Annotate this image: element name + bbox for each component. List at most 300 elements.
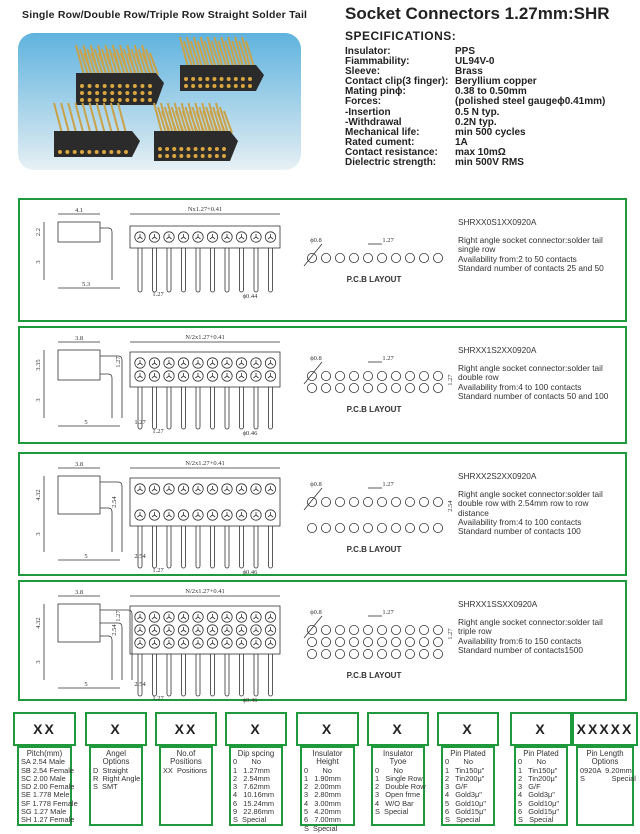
contact-clip xyxy=(210,512,215,517)
ordering-option-box xyxy=(159,746,213,826)
contact-clip xyxy=(152,512,157,517)
spec-value: UL94V-0 xyxy=(455,56,495,68)
contact-hole xyxy=(80,150,84,154)
side-view-body xyxy=(58,222,100,242)
solder-pin xyxy=(211,654,215,696)
contact-clip xyxy=(181,640,186,645)
pcb-hole xyxy=(321,625,330,634)
pcb-hole xyxy=(307,649,316,658)
solder-pin xyxy=(269,248,273,292)
contact-hole xyxy=(227,77,231,81)
spec-label: Contact resistance: xyxy=(345,146,438,158)
pcb-hole xyxy=(321,523,330,532)
contact-clip xyxy=(152,360,157,365)
dimension-width: 4.1 xyxy=(74,207,84,214)
contact-clip xyxy=(152,614,157,619)
gold-pin xyxy=(111,103,119,133)
pcb-hole xyxy=(433,497,442,506)
contact-hole xyxy=(102,150,106,154)
solder-pin xyxy=(240,387,244,429)
pcb-hole xyxy=(377,649,386,658)
dimension-hole: ϕ0.8 xyxy=(310,237,322,244)
dimension-row-pitch: 2.54 xyxy=(111,496,118,508)
description-line: Right angle socket connector:solder tail xyxy=(458,363,603,374)
pcb-hole xyxy=(419,497,428,506)
option-item: 0 No xyxy=(375,765,403,775)
spec-value: 1A xyxy=(455,136,468,148)
pcb-hole xyxy=(321,497,330,506)
contact-clip xyxy=(137,640,142,645)
option-item: SG 1.27 Male xyxy=(21,807,67,817)
dimension-total-length: Nx1.27+0.41 xyxy=(187,206,223,213)
contact-clip xyxy=(166,614,171,619)
dimension-height-body: 2.2 xyxy=(35,227,42,237)
contact-hole xyxy=(198,84,202,88)
pcb-hole xyxy=(307,253,316,262)
option-title: Pin Plated xyxy=(450,749,486,758)
pcb-hole xyxy=(433,523,442,532)
pcb-hole xyxy=(349,523,358,532)
contact-hole xyxy=(248,77,252,81)
option-item: 0920A 9.20mm xyxy=(580,765,632,775)
contact-clip xyxy=(224,627,229,632)
contact-hole xyxy=(125,84,129,88)
dimension-pcb-pitch: 1.27 xyxy=(382,609,394,616)
solder-pin xyxy=(138,654,142,696)
pcb-hole xyxy=(391,371,400,380)
pcb-hole xyxy=(363,523,372,532)
contact-hole xyxy=(140,91,144,95)
pcb-hole xyxy=(363,383,372,392)
connector-section xyxy=(18,198,627,322)
option-item: XX Positions xyxy=(163,765,207,775)
pcb-layout-label: P.C.B LAYOUT xyxy=(346,275,402,284)
pcb-hole xyxy=(405,497,414,506)
front-view-body xyxy=(130,606,280,654)
pcb-hole xyxy=(419,383,428,392)
solder-pin xyxy=(196,248,200,292)
pcb-hole xyxy=(405,371,414,380)
dimension-total-length: N/2x1.27+0.41 xyxy=(185,334,225,341)
pcb-hole xyxy=(307,497,316,506)
contact-clip xyxy=(137,627,142,632)
description-line: Standard number of contacts 50 and 100 xyxy=(458,390,609,401)
pcb-hole xyxy=(405,383,414,392)
dimension-foot: 5 xyxy=(84,681,88,688)
contact-hole xyxy=(133,98,137,102)
contact-hole xyxy=(234,77,238,81)
contact-clip xyxy=(224,234,229,239)
spec-label: -Insertion xyxy=(345,106,391,118)
contact-clip xyxy=(268,614,273,619)
description-line: Right angle socket connector:solder tail xyxy=(458,617,603,628)
pcb-hole xyxy=(363,497,372,506)
contact-clip xyxy=(253,373,258,378)
contact-hole xyxy=(124,150,128,154)
contact-clip xyxy=(268,640,273,645)
dimension-width: 3.8 xyxy=(74,589,84,596)
solder-pin xyxy=(167,387,171,429)
contact-hole xyxy=(222,154,226,158)
contact-hole xyxy=(103,84,107,88)
specifications-list xyxy=(345,47,605,168)
pcb-hole xyxy=(377,383,386,392)
option-title: Angel Options xyxy=(102,749,130,767)
description-line: Availability from:4 to 100 contacts xyxy=(458,516,582,527)
contact-hole xyxy=(212,84,216,88)
contact-clip xyxy=(137,486,142,491)
option-item: 5 Gold10μ" xyxy=(518,798,559,808)
pcb-hole xyxy=(349,649,358,658)
side-view-body xyxy=(58,476,100,514)
spec-label: -Withdrawal xyxy=(345,116,402,128)
contact-clip xyxy=(239,614,244,619)
contact-hole xyxy=(103,91,107,95)
gold-pin xyxy=(90,103,98,133)
side-view-pin xyxy=(100,374,112,418)
solder-pin xyxy=(269,526,273,568)
solder-pin xyxy=(211,526,215,568)
solder-pin xyxy=(167,248,171,292)
contact-hole xyxy=(194,154,198,158)
contact-hole xyxy=(95,98,99,102)
description-line: double row xyxy=(458,372,499,383)
dimension-pcb-row: 1.27 xyxy=(447,374,454,386)
solder-pin xyxy=(153,526,157,568)
solder-pin xyxy=(182,387,186,429)
ordering-code-box: X xyxy=(510,712,572,746)
page-title: Socket Connectors 1.27mm:SHR xyxy=(345,4,610,23)
ordering-code-box: XX xyxy=(13,712,76,746)
spec-label: Mating pinϕ: xyxy=(345,86,406,98)
contact-clip xyxy=(253,640,258,645)
spec-value: min 500 cycles xyxy=(455,126,526,138)
spec-label: Mechanical life: xyxy=(345,126,420,138)
dimension-pin-diameter: ϕ0.44 xyxy=(242,293,258,300)
contact-hole xyxy=(148,91,152,95)
dimension-pcb-pitch: 1.27 xyxy=(382,237,394,244)
dimension-pitch: 1.27 xyxy=(152,291,164,298)
pcb-layout-label: P.C.B LAYOUT xyxy=(346,545,402,554)
pcb-hole xyxy=(335,383,344,392)
option-item: S Special xyxy=(518,815,554,825)
contact-hole xyxy=(215,154,219,158)
pcb-hole xyxy=(419,253,428,262)
ordering-code-box: XX xyxy=(155,712,217,746)
option-item: 0 No xyxy=(445,757,473,767)
option-item: 2 2.00mm xyxy=(304,782,341,792)
connector-section xyxy=(18,326,627,444)
pcb-hole xyxy=(433,383,442,392)
contact-clip xyxy=(152,486,157,491)
contact-clip xyxy=(152,234,157,239)
contact-clip xyxy=(253,512,258,517)
dimension-total-length: N/2x1.27+0.41 xyxy=(185,588,225,595)
contact-hole xyxy=(58,150,62,154)
gold-pin xyxy=(68,103,76,133)
side-view-body xyxy=(58,350,100,380)
part-number: SHRXX0S1XX0920A xyxy=(458,217,537,227)
pcb-hole xyxy=(391,497,400,506)
contact-hole xyxy=(241,84,245,88)
ordering-code-box: XXXXX xyxy=(572,712,638,746)
pcb-hole xyxy=(349,383,358,392)
pcb-hole xyxy=(335,497,344,506)
contact-hole xyxy=(133,91,137,95)
option-item: S Special xyxy=(304,823,338,833)
contact-clip xyxy=(268,627,273,632)
pcb-hole xyxy=(405,649,414,658)
option-item: SB 2.54 Female xyxy=(21,765,74,775)
description-line: distance xyxy=(458,507,489,518)
contact-hole xyxy=(140,84,144,88)
contact-clip xyxy=(268,234,273,239)
front-view-body xyxy=(130,478,280,526)
ordering-option-box xyxy=(229,746,283,826)
contact-clip xyxy=(210,627,215,632)
gold-pin xyxy=(97,103,105,133)
contact-clip xyxy=(181,627,186,632)
option-item: 6 7.00mm xyxy=(304,815,341,825)
option-item: 6 Gold15μ" xyxy=(518,807,559,817)
contact-hole xyxy=(205,84,209,88)
option-item: 1 Tin150μ" xyxy=(518,765,558,775)
contact-clip xyxy=(239,373,244,378)
contact-hole xyxy=(118,98,122,102)
spec-label: Insulator: xyxy=(345,46,391,57)
pcb-hole xyxy=(349,637,358,646)
contact-hole xyxy=(191,77,195,81)
dimension-pitch: 1.27 xyxy=(152,428,164,435)
option-item: SD 2.00 Female xyxy=(21,782,75,792)
spec-value: Beryllium copper xyxy=(455,76,537,88)
pcb-hole xyxy=(363,371,372,380)
description-line: Standard number of contacts 100 xyxy=(458,526,581,537)
option-item: 2 Tin200μ" xyxy=(518,773,558,783)
pcb-hole xyxy=(377,497,386,506)
contact-clip xyxy=(137,614,142,619)
contact-hole xyxy=(220,77,224,81)
solder-pin xyxy=(269,654,273,696)
ordering-option-box xyxy=(441,746,495,826)
spec-label: Sleeve: xyxy=(345,66,381,78)
dimension-pin-diameter: ϕ0.46 xyxy=(242,430,258,437)
pcb-hole xyxy=(349,371,358,380)
contact-hole xyxy=(110,91,114,95)
option-item: SE 1.778 Mele xyxy=(21,790,70,800)
contact-clip xyxy=(195,614,200,619)
side-view-pin xyxy=(100,508,112,552)
contact-hole xyxy=(222,147,226,151)
description-line: Availability from:2 to 50 contacts xyxy=(458,253,577,264)
contact-clip xyxy=(268,360,273,365)
contact-hole xyxy=(73,150,77,154)
solder-pin xyxy=(167,526,171,568)
solder-pin xyxy=(254,654,258,696)
contact-clip xyxy=(253,486,258,491)
contact-hole xyxy=(234,84,238,88)
pcb-hole xyxy=(335,523,344,532)
contact-clip xyxy=(224,512,229,517)
connector-image xyxy=(76,45,164,105)
option-item: 2 Double Row xyxy=(375,782,426,792)
front-view-body xyxy=(130,226,280,248)
option-item: R Right Angle xyxy=(93,773,141,783)
solder-pin xyxy=(153,654,157,696)
spec-value: 0.5 N typ. xyxy=(455,106,500,118)
contact-hole xyxy=(248,84,252,88)
contact-hole xyxy=(201,147,205,151)
contact-clip xyxy=(137,512,142,517)
contact-hole xyxy=(227,84,231,88)
pcb-layout-label: P.C.B LAYOUT xyxy=(346,671,402,680)
pcb-hole xyxy=(419,637,428,646)
spec-label: Forces: xyxy=(345,96,382,108)
contact-clip xyxy=(166,360,171,365)
solder-pin xyxy=(211,248,215,292)
contact-clip xyxy=(210,640,215,645)
solder-pin xyxy=(196,526,200,568)
pcb-hole xyxy=(377,625,386,634)
contact-hole xyxy=(184,77,188,81)
description-line: double row with 2.54mm row to row xyxy=(458,498,589,509)
contact-clip xyxy=(224,360,229,365)
contact-clip xyxy=(195,512,200,517)
contact-hole xyxy=(140,98,144,102)
option-title: Dip spcing xyxy=(237,749,275,758)
contact-clip xyxy=(224,640,229,645)
contact-hole xyxy=(158,154,162,158)
ordering-option-box xyxy=(17,746,78,826)
option-item: S Special xyxy=(233,815,267,825)
contact-clip xyxy=(166,627,171,632)
contact-hole xyxy=(118,91,122,95)
dimension-foot-2: 2.54 xyxy=(134,681,146,688)
contact-clip xyxy=(152,640,157,645)
option-item: 4 Gold3μ" xyxy=(445,790,482,800)
dimension-pin-diameter: ϕ0.46 xyxy=(242,697,258,704)
specifications-heading: SPECIFICATIONS: xyxy=(345,29,457,43)
section-description xyxy=(458,346,608,401)
option-item: 4 3.00mm xyxy=(304,798,341,808)
solder-pin xyxy=(254,387,258,429)
contact-clip xyxy=(166,486,171,491)
pcb-hole xyxy=(349,253,358,262)
contact-clip xyxy=(137,373,142,378)
contact-hole xyxy=(191,84,195,88)
dimension-total-length: N/2x1.27+0.41 xyxy=(185,460,225,467)
solder-pin xyxy=(153,387,157,429)
pcb-hole xyxy=(349,497,358,506)
description-line: Availability from:6 to 150 contacts xyxy=(458,635,582,646)
contact-hole xyxy=(172,147,176,151)
pcb-hole xyxy=(433,253,442,262)
contact-clip xyxy=(253,234,258,239)
option-title: No.of Positions xyxy=(170,749,202,767)
solder-pin xyxy=(225,248,229,292)
ordering-code-box: X xyxy=(437,712,499,746)
side-view-pin xyxy=(100,636,112,680)
dimension-hole: ϕ0.8 xyxy=(310,481,322,488)
contact-hole xyxy=(109,150,113,154)
contact-hole xyxy=(172,154,176,158)
contact-hole xyxy=(95,91,99,95)
contact-clip xyxy=(210,614,215,619)
dimension-foot-2: 2.54 xyxy=(134,553,146,560)
dimension-height-pin: 3 xyxy=(35,532,42,536)
option-item: 0 No xyxy=(233,757,261,767)
contact-clip xyxy=(210,486,215,491)
option-title: Insulator Height xyxy=(312,749,343,767)
dimension-row-pitch: 2.54 xyxy=(111,624,118,636)
contact-hole xyxy=(133,84,137,88)
contact-hole xyxy=(148,84,152,88)
contact-hole xyxy=(95,150,99,154)
pcb-hole xyxy=(335,649,344,658)
contact-hole xyxy=(205,77,209,81)
contact-clip xyxy=(166,234,171,239)
contact-hole xyxy=(158,147,162,151)
pcb-hole xyxy=(433,371,442,380)
contact-clip xyxy=(224,373,229,378)
dimension-pitch: 1.27 xyxy=(152,567,164,574)
contact-hole xyxy=(179,154,183,158)
option-item: SF 1.778 Female xyxy=(21,798,78,808)
option-item: S Special xyxy=(375,807,409,817)
ordering-option-box xyxy=(576,746,634,826)
pcb-hole xyxy=(405,523,414,532)
contact-hole xyxy=(208,154,212,158)
option-title: Insulator Tyoe xyxy=(383,749,413,767)
dimension-row: 1.27 xyxy=(115,356,122,368)
contact-clip xyxy=(137,360,142,365)
option-item: SC 2.00 Male xyxy=(21,773,66,783)
pcb-hole xyxy=(335,253,344,262)
pcb-hole xyxy=(419,649,428,658)
pcb-hole xyxy=(335,637,344,646)
contact-clip xyxy=(195,486,200,491)
contact-hole xyxy=(186,147,190,151)
option-item: D Straight xyxy=(93,765,128,775)
contact-clip xyxy=(137,234,142,239)
contact-clip xyxy=(268,373,273,378)
solder-pin xyxy=(153,248,157,292)
dimension-height-body: 3.35 xyxy=(35,359,42,371)
dimension-foot: 5.3 xyxy=(81,281,91,288)
dimension-pcb-pitch: 1.27 xyxy=(382,355,394,362)
solder-pin xyxy=(240,526,244,568)
solder-pin xyxy=(138,526,142,568)
contact-hole xyxy=(88,98,92,102)
dimension-hole: ϕ0.8 xyxy=(310,355,322,362)
option-item: 0 No xyxy=(304,765,332,775)
contact-clip xyxy=(210,373,215,378)
pcb-hole xyxy=(419,371,428,380)
option-item: 3 7.62mm xyxy=(233,782,270,792)
spec-value: 0.2N typ. xyxy=(455,116,497,128)
spec-row xyxy=(345,158,605,168)
pcb-hole xyxy=(321,371,330,380)
solder-pin xyxy=(240,654,244,696)
pcb-hole xyxy=(321,637,330,646)
solder-pin xyxy=(254,248,258,292)
spec-label: Dielectric strength: xyxy=(345,157,437,169)
option-item: 4 Gold3μ" xyxy=(518,790,555,800)
option-item: 5 Gold10μ" xyxy=(445,798,486,808)
option-item: 1 Tin150μ" xyxy=(445,765,485,775)
contact-clip xyxy=(239,640,244,645)
solder-pin xyxy=(182,654,186,696)
